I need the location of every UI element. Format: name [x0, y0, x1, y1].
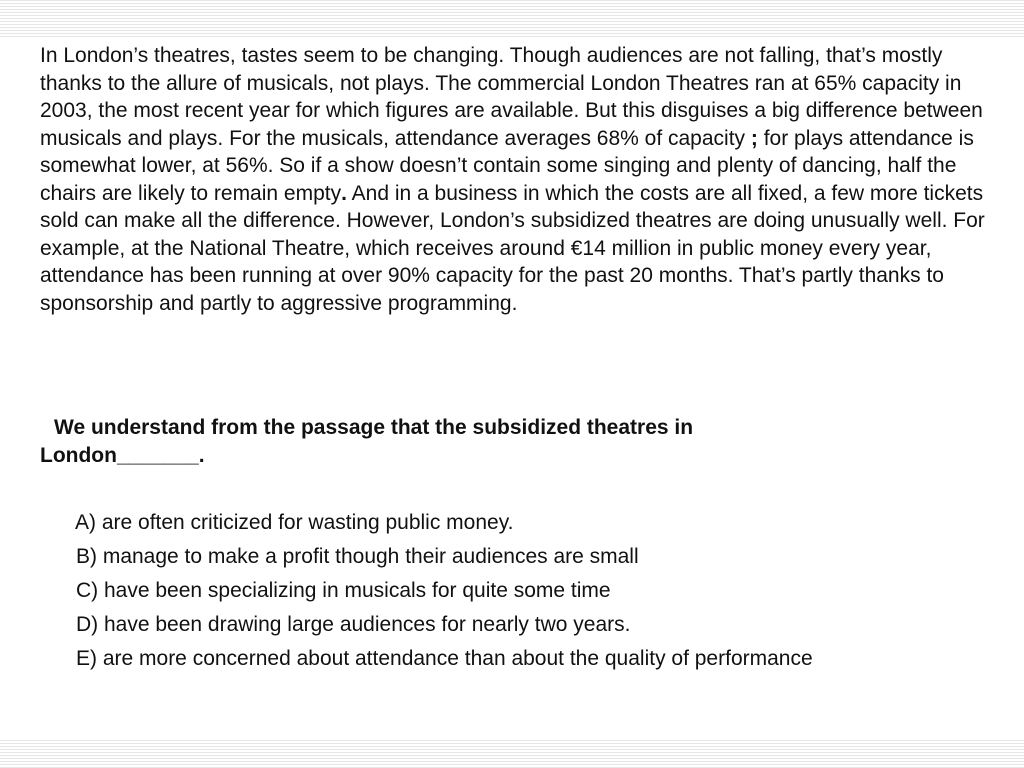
passage-text-1: In London’s theatres, tastes seem to be changing. Though audiences are not falling, that’s mostly thanks to the allure of musicals, not plays. The commercial London Theatres ran at 65% capacity in 2003, the most recent year for which figures are available. But this disguises a big difference between musicals and plays. For the musicals, attendance averages 68% of capacity — [40, 44, 983, 150]
question-stem — [40, 414, 940, 470]
reading-passage — [40, 42, 1000, 317]
passage-semicolon: ; — [750, 126, 758, 150]
option-b: B) manage to make a profit though their audiences are small — [76, 545, 639, 568]
question-line-2: London_______. — [40, 444, 205, 467]
option-e: E) are more concerned about attendance than about the quality of performance — [76, 647, 813, 670]
option-d: D) have been drawing large audiences for nearly two years. — [76, 613, 631, 636]
bottom-stripe-decoration — [0, 740, 1024, 768]
option-a: A) are often criticized for wasting public money. — [75, 511, 514, 534]
passage-period: . — [341, 181, 347, 205]
question-line-1: We understand from the passage that the subsidized theatres in — [54, 416, 694, 439]
top-stripe-decoration — [0, 0, 1024, 38]
passage-text-3: And in a business in which the costs are all fixed, a few more tickets sold can make all the difference. However, London’s subsidized theatres are doing unusually well. For example, at the National Theatre, which receives around €14 million in public money every year, attendance has been running at over 90% capacity for the past 20 months. That’s partly thanks to sponsorship and partly to aggressive programming. — [40, 181, 985, 315]
option-c: C) have been specializing in musicals for quite some time — [76, 579, 611, 602]
passage-text-2: for plays attendance is somewhat lower, at 56%. So if a show doesn’t contain some singing and plenty of dancing, half the chairs are likely to remain empty — [40, 126, 974, 205]
slide — [0, 38, 1024, 740]
